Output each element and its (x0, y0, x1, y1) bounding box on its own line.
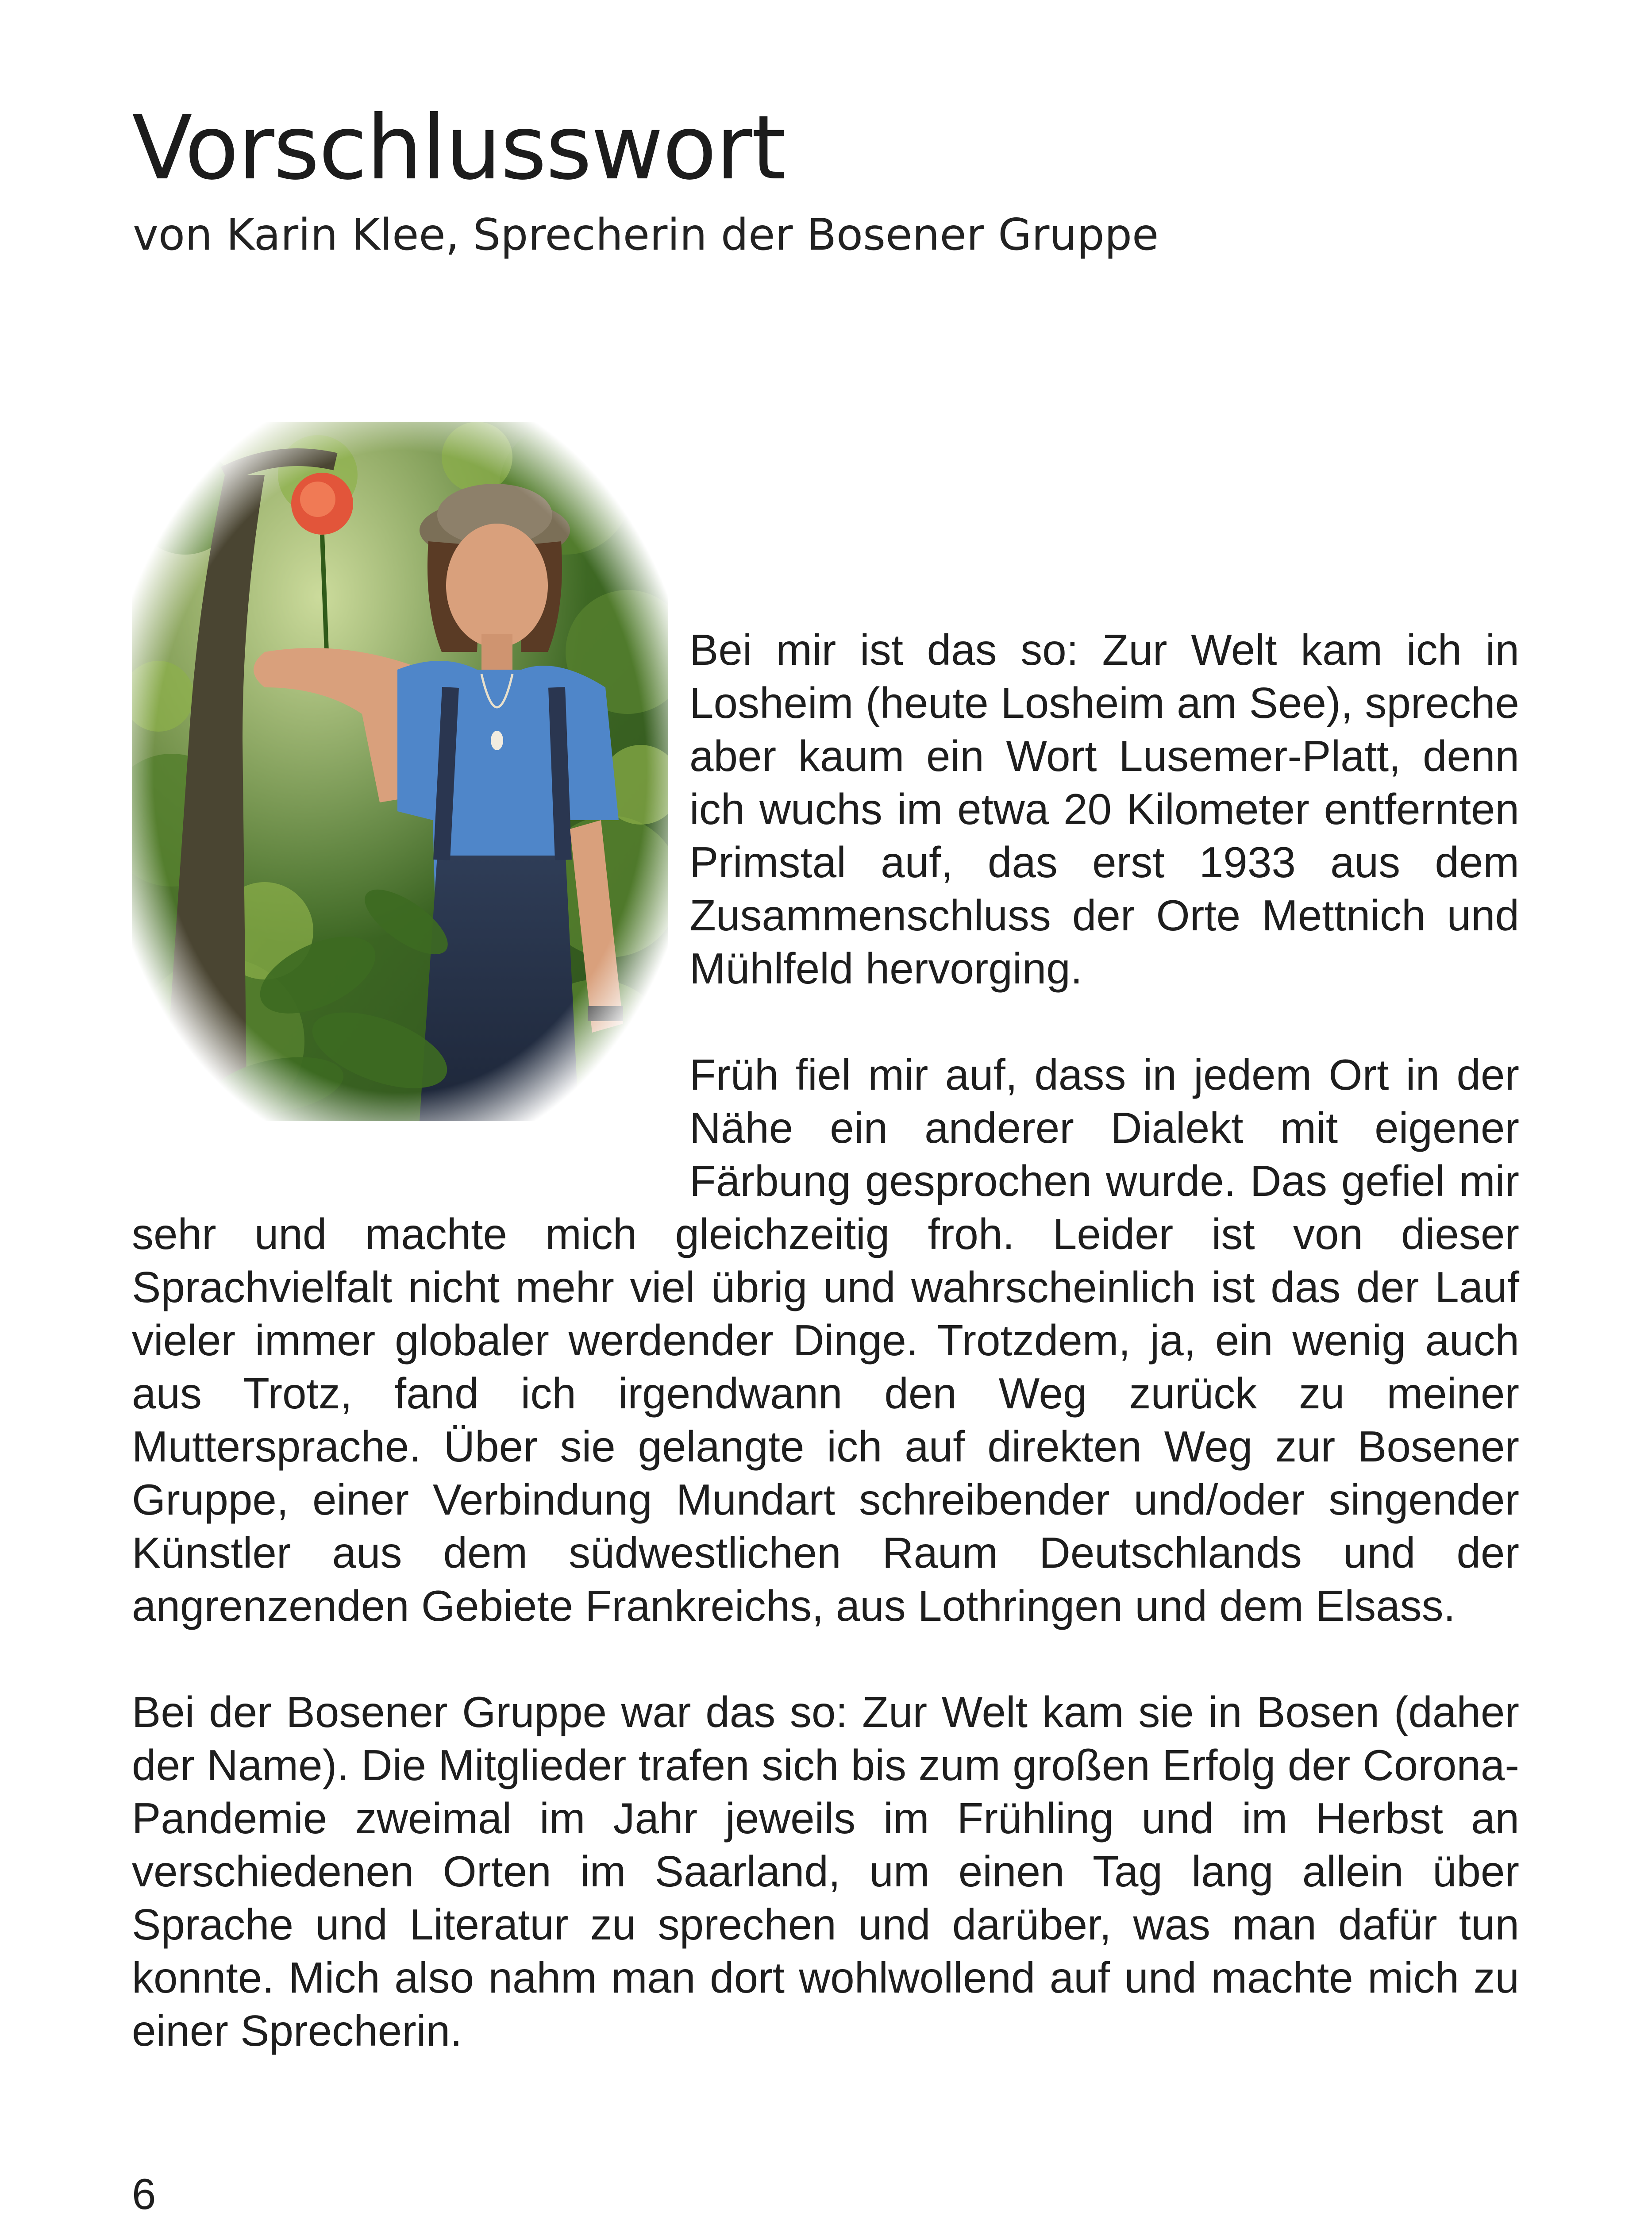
page-number: 6 (132, 2170, 156, 2213)
page-title: Vorschlusswort (132, 96, 786, 200)
paragraph: Bei mir ist das so: Zur Welt kam ich in Losheim (heute Losheim am See), spreche aber kaum ein Wort Lusemer-Platt, denn ich wuchs im etwa 20 Kilometer entfernten Primstal auf, das erst 1933 aus dem Zusammenschluss der Orte Mettnich und Mühlfeld hervorging. (689, 625, 1519, 993)
article-body (132, 623, 1519, 2057)
photo-float-spacer (132, 623, 689, 1194)
paragraph: Früh fiel mir auf, dass in jedem Ort in der Nähe ein anderer Dialekt mit eigener Färbung gesprochen wurde. Das gefiel mir sehr und machte mich gleichzeitig froh. Leider ist von dieser Sprachvielfalt nicht mehr viel übrig und wahrscheinlich ist das der Lauf vieler immer globaler werdender Dinge. Trotzdem, ja, ein wenig auch aus Trotz, fand ich irgendwann den Weg zurück zu meiner Muttersprache. Über sie gelangte ich auf direkten Weg zur Bosener Gruppe, einer Verbindung Mundart schreibender und/oder singender Künstler aus dem südwestlichen Raum Deutschlands und der angrenzenden Gebiete Frankreichs, aus Lothringen und dem Elsass. (132, 1050, 1519, 1630)
page-subtitle: von Karin Klee, Sprecherin der Bosener Gruppe (133, 210, 1159, 260)
paragraph: Bei der Bosener Gruppe war das so: Zur Welt kam sie in Bosen (daher der Name). Die Mitglieder trafen sich bis zum großen Erfolg der Corona-Pandemie zweimal im Jahr jeweils im Frühling und im Herbst an verschiedenen Orten im Saarland, um einen Tag lang allein über Sprache und Literatur zu sprechen und darüber, was man dafür tun konnte. Mich also nahm man dort wohlwollend auf und machte mich zu einer Sprecherin. (132, 1688, 1519, 2055)
